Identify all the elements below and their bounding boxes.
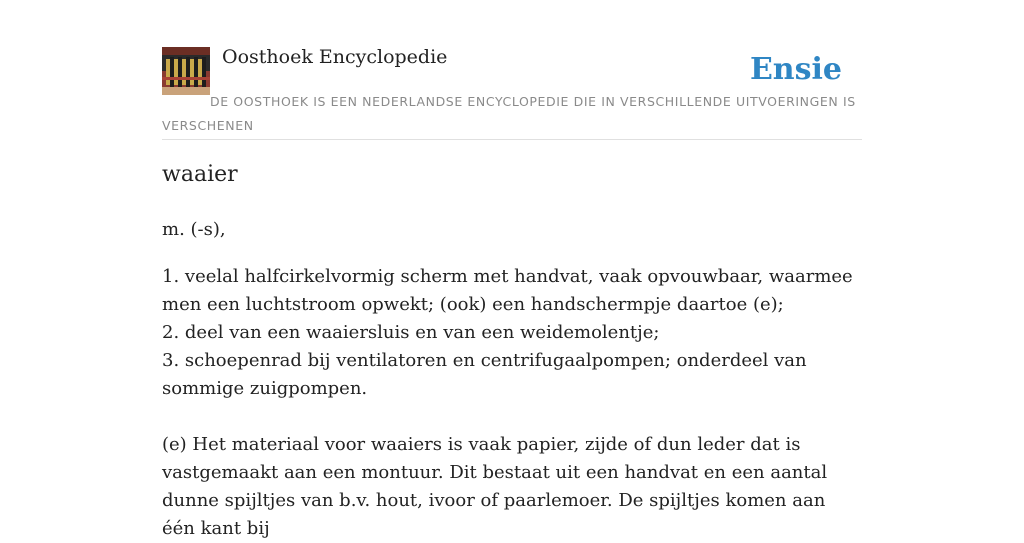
entry-headword: waaier — [162, 162, 238, 187]
site-header — [162, 0, 862, 140]
definition-item: 3. schoepenrad bij ventilatoren en centrifugaalpompen; onderdeel van sommige zuigpompen. — [162, 350, 807, 399]
entry-note: (e) Het materiaal voor waaiers is vaak papier, zijde of dun leder dat is vastgemaakt aan een montuur. Dit bestaat uit een handvat en een aantal dunne spijltjes van b.v. hout, ivoor of paarlemoer. De spijltjes komen aan één kant bij — [162, 434, 828, 539]
entry-definitions — [162, 263, 862, 403]
site-name[interactable]: Oosthoek Encyclopedie — [222, 46, 448, 68]
site-tagline: DE OOSTHOEK IS EEN NEDERLANDSE ENCYCLOPEDIE DIE IN VERSCHILLENDE UITVOERINGEN IS VERSCHENEN — [162, 94, 856, 133]
encyclopedia-books-icon — [162, 47, 210, 95]
entry-grammar: m. (-s), — [162, 219, 226, 240]
brand-logo-link[interactable]: Ensie — [749, 52, 842, 87]
definition-item: 2. deel van een waaiersluis en van een weidemolentje; — [162, 322, 660, 343]
avatar[interactable] — [162, 47, 210, 95]
definition-item: 1. veelal halfcirkelvormig scherm met handvat, vaak opvouwbaar, waarmee men een luchtstroom opwekt; (ook) een handschermpje daartoe (e); — [162, 266, 853, 315]
entry-content — [162, 216, 862, 543]
page — [162, 0, 862, 539]
